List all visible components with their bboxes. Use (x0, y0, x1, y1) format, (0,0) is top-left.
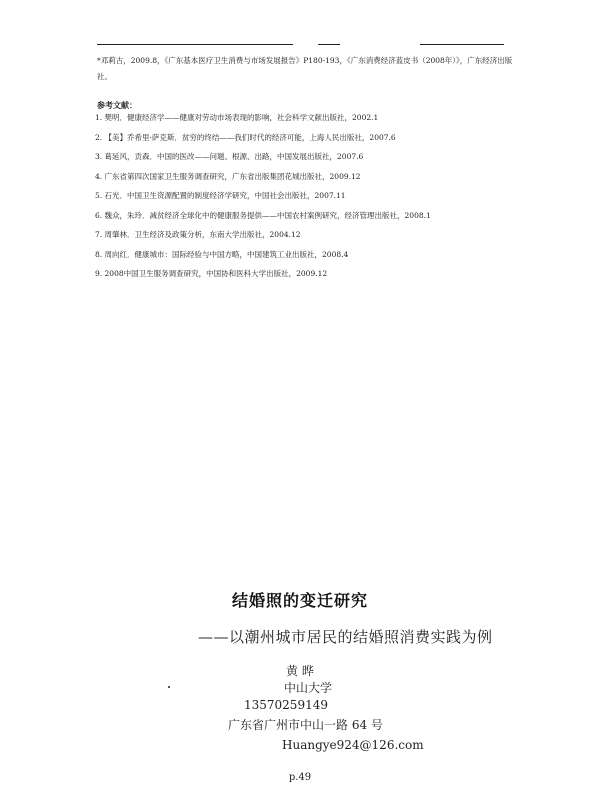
reference-item: 3. 葛延风，贡森．中国的医改——问题、根源、出路，中国发展出版社，2007.6 (95, 152, 364, 161)
references-title: 参考文献： (97, 100, 137, 110)
reference-item: 4. 广东省第四次国家卫生服务调查研究，广东省出版集团花城出版社，2009.12 (95, 171, 361, 181)
paper-subtitle: ——以潮州城市居民的结婚照消费实践为例 (198, 628, 493, 646)
footnote: *邓莉古，2009.8，《广东基本医疗卫生消费与市场发展报告》P180-193，《广东消费经济蓝皮书（2008年）》，广东经济出版社。 (97, 56, 513, 81)
references-list (95, 108, 535, 284)
header-rule-right (420, 44, 504, 45)
scan-speck (168, 686, 170, 688)
header-rule-mid (318, 44, 340, 45)
author-phone: 13570259149 (244, 698, 328, 712)
header-rule-left (97, 44, 293, 45)
paper-title: 结婚照的变迁研究 (231, 591, 368, 610)
author-email[interactable]: Huangye924@126.com (282, 738, 424, 752)
reference-item: 2. 【美】乔希里·萨克斯．贫穷的终结——我们时代的经济可能，上海人民出版社，2007.6 (95, 132, 396, 142)
author-affiliation: 中山大学 (284, 681, 333, 695)
author-name: 黄 晔 (286, 664, 314, 678)
reference-item: 1. 樊明．健康经济学——健康对劳动市场表现的影响，社会科学文献出版社，2002.1 (95, 113, 379, 122)
reference-item: 7. 周肇林．卫生经济及政策分析，东南大学出版社，2004.12 (95, 230, 301, 239)
reference-item: 6. 魏众，朱玲．减贫经济全球化中的健康服务提供——中国农村案例研究，经济管理出版社，2008.1 (95, 210, 431, 220)
page-number: p.49 (288, 772, 312, 783)
author-address: 广东省广州市中山一路 64 号 (228, 718, 383, 732)
reference-item: 8. 周向红．健康城市：国际经验与中国方略，中国建筑工业出版社，2008.4 (95, 249, 349, 259)
reference-item: 9. 2008中国卫生服务调查研究，中国协和医科大学出版社，2009.12 (95, 269, 328, 278)
reference-item: 5. 石光．中国卫生资源配置的制度经济学研究，中国社会出版社，2007.11 (95, 191, 346, 200)
